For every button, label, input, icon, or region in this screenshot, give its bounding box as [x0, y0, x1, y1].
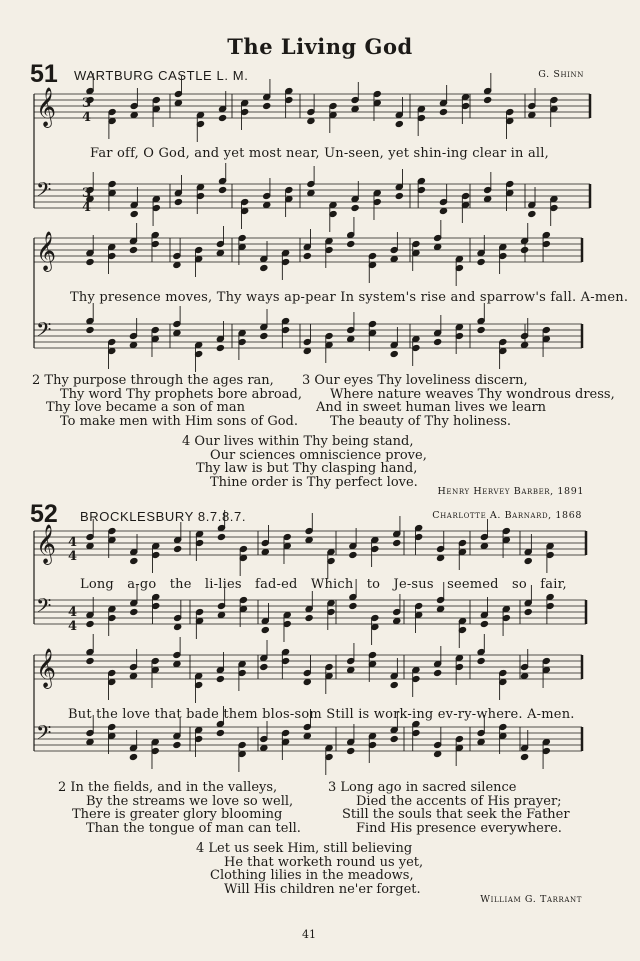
note-head	[393, 617, 401, 624]
note-head	[347, 747, 355, 754]
note-head	[351, 105, 359, 112]
note-head	[477, 738, 485, 745]
note-head	[484, 195, 492, 202]
note-head	[434, 338, 442, 345]
hymn-52-verse-2	[58, 781, 301, 835]
note-head	[303, 347, 311, 354]
verse-line: Long ago in sacred silence	[340, 780, 517, 795]
verse-line: Find His presence everywhere.	[356, 820, 562, 836]
note-head	[218, 114, 226, 121]
treble-clef: 𝄞	[36, 524, 57, 564]
note-head	[174, 545, 182, 552]
note-head	[86, 738, 94, 745]
verse-line: By the streams we love so well,	[86, 793, 294, 809]
note-head	[307, 189, 315, 196]
note-head	[477, 657, 485, 664]
time-signature-bottom: 4	[82, 110, 92, 125]
note-head	[218, 186, 226, 193]
note-head	[528, 111, 536, 118]
verse-line: Thine order is Thy perfect love.	[210, 474, 418, 490]
time-signature-bottom: 4	[82, 200, 92, 215]
verse-line: Thy love became a son of man	[46, 400, 245, 415]
note-head	[477, 326, 485, 333]
verse-number: 2	[58, 780, 67, 795]
note-head	[524, 608, 532, 615]
note-head	[439, 108, 447, 115]
verse-number: 3	[302, 373, 311, 388]
verse-line: He that worketh round us yet,	[224, 854, 424, 870]
note-head	[261, 548, 269, 555]
note-head	[86, 657, 94, 664]
verse-line: And in sweet human lives we learn	[316, 400, 547, 415]
hymn-51-lyric-line-2: Thy presence moves, Thy ways ap-pear In system's rise and sparrow's fall. A-men.	[70, 290, 629, 305]
note-head	[349, 602, 357, 609]
note-head	[216, 249, 224, 256]
verse-line: Died the accents of His prayer;	[356, 793, 562, 809]
verse-number: 4	[182, 434, 191, 449]
hymn-51-verse-4	[182, 435, 427, 489]
note-head	[217, 611, 225, 618]
verse-line: To make men with Him sons of God.	[60, 413, 299, 429]
note-head	[520, 672, 528, 679]
note-head	[216, 729, 224, 736]
hymn-52-tune: BROCKLESBURY 8.7.8.7.	[80, 509, 247, 524]
note-head	[260, 663, 268, 670]
note-head	[351, 204, 359, 211]
note-head	[263, 102, 271, 109]
note-head	[347, 240, 355, 247]
time-signature-top: 4	[68, 535, 78, 550]
note-head	[130, 210, 138, 217]
note-head	[130, 111, 138, 118]
note-head	[390, 681, 398, 688]
note-head	[130, 557, 138, 564]
verse-line: There is greater glory blooming	[72, 807, 283, 822]
verse-line: Our lives within Thy being stand,	[194, 434, 414, 449]
verse-line: Our sciences omniscience prove,	[210, 447, 427, 463]
verse-line: Thy purpose through the ages ran,	[44, 373, 274, 388]
note-head	[129, 246, 137, 253]
note-head	[173, 329, 181, 336]
hymn-52-verse-3	[328, 781, 570, 835]
note-head	[307, 117, 315, 124]
note-head	[174, 99, 182, 106]
note-head	[528, 210, 536, 217]
note-head	[260, 264, 268, 271]
treble-clef: 𝄞	[36, 87, 57, 127]
verse-line: Our eyes Thy loveliness discern,	[314, 373, 528, 388]
note-head	[216, 675, 224, 682]
note-head	[174, 198, 182, 205]
note-head	[217, 533, 225, 540]
note-head	[395, 192, 403, 199]
bass-clef: 𝄢	[36, 594, 52, 622]
verse-line: Clothing lilies in the meadows,	[210, 868, 414, 883]
note-head	[174, 623, 182, 630]
note-head	[86, 620, 94, 627]
note-head	[260, 332, 268, 339]
note-head	[129, 672, 137, 679]
note-head	[477, 258, 485, 265]
verse-line: Will His children ne'er forget.	[224, 881, 421, 897]
note-head	[395, 120, 403, 127]
treble-clef: 𝄞	[36, 231, 57, 271]
hymn-52-lyric-line-2: But the love that bade them blos-som Still is work-ing ev-ry-where. A-men.	[68, 707, 575, 722]
note-head	[524, 557, 532, 564]
verse-line: The beauty of Thy holiness.	[330, 413, 512, 429]
note-head	[439, 207, 447, 214]
note-head	[305, 614, 313, 621]
verse-number: 3	[328, 780, 337, 795]
page-number: 41	[302, 928, 316, 941]
verse-line: Thy word Thy prophets bore abroad,	[60, 386, 302, 402]
verse-line: Still the souls that seek the Father	[342, 807, 570, 822]
hymn-51-composer: G. Shinn	[538, 69, 584, 80]
note-head	[434, 750, 442, 757]
verse-number: 4	[196, 841, 205, 856]
hymn-52-author: William G. Tarrant	[480, 894, 582, 905]
note-head	[347, 666, 355, 673]
hymn-52-composer: Charlotte A. Barnard, 1868	[432, 510, 582, 521]
note-head	[305, 536, 313, 543]
hymn-52-lyric-line-1: Long a-go the li-lies fad-ed Which to Je-sus seemed so fair,	[80, 577, 567, 592]
note-head	[86, 258, 94, 265]
time-signature-bottom: 4	[68, 549, 78, 564]
note-head	[347, 335, 355, 342]
time-signature-top: 3	[82, 186, 92, 201]
note-head	[349, 551, 357, 558]
hymn-51-verse-3	[302, 374, 615, 428]
hymn-51-verse-2	[32, 374, 302, 428]
note-head	[173, 660, 181, 667]
hymn-52-number: 52	[30, 500, 58, 528]
note-head	[86, 542, 94, 549]
note-head	[434, 669, 442, 676]
note-head	[261, 626, 269, 633]
note-head	[260, 744, 268, 751]
note-head	[390, 255, 398, 262]
note-head	[263, 201, 271, 208]
note-head	[434, 243, 442, 250]
hymn-51-author: Henry Hervey Barber, 1891	[437, 486, 584, 497]
note-head	[436, 605, 444, 612]
verse-line: In the fields, and in the valleys,	[70, 780, 278, 795]
note-head	[520, 341, 528, 348]
note-head	[86, 326, 94, 333]
note-head	[303, 732, 311, 739]
hymn-51-number: 51	[30, 60, 58, 88]
note-head	[484, 96, 492, 103]
note-head	[390, 735, 398, 742]
hymn-52-verse-4	[196, 842, 423, 896]
note-head	[130, 608, 138, 615]
hymn-51-lyric-line-1: Far off, O God, and yet most near, Un-seen, yet shin-ing clear in all,	[90, 146, 549, 161]
bass-clef: 𝄢	[36, 318, 52, 346]
page-title: The Living God	[227, 34, 413, 59]
time-signature-top: 4	[68, 605, 78, 620]
bass-clef: 𝄢	[36, 721, 52, 749]
note-head	[129, 753, 137, 760]
hymn-51-tune: WARTBURG CASTLE L. M.	[74, 68, 249, 83]
note-head	[173, 261, 181, 268]
verse-line: Than the tongue of man can tell.	[86, 820, 301, 836]
note-head	[390, 350, 398, 357]
note-head	[303, 252, 311, 259]
verse-line: Where nature weaves Thy wondrous dress,	[330, 386, 615, 402]
note-head	[480, 542, 488, 549]
note-head	[436, 554, 444, 561]
treble-clef: 𝄞	[36, 648, 57, 688]
note-head	[303, 678, 311, 685]
note-head	[173, 741, 181, 748]
note-head	[520, 753, 528, 760]
note-head	[480, 620, 488, 627]
verse-line: Let us seek Him, still believing	[208, 841, 413, 856]
time-signature-top: 3	[82, 96, 92, 111]
note-head	[216, 344, 224, 351]
bass-clef: 𝄢	[36, 178, 52, 206]
note-head	[393, 539, 401, 546]
note-head	[520, 246, 528, 253]
verse-line: Thy law is but Thy clasping hand,	[196, 461, 418, 476]
time-signature-bottom: 4	[68, 619, 78, 634]
note-head	[129, 341, 137, 348]
verse-number: 2	[32, 373, 41, 388]
